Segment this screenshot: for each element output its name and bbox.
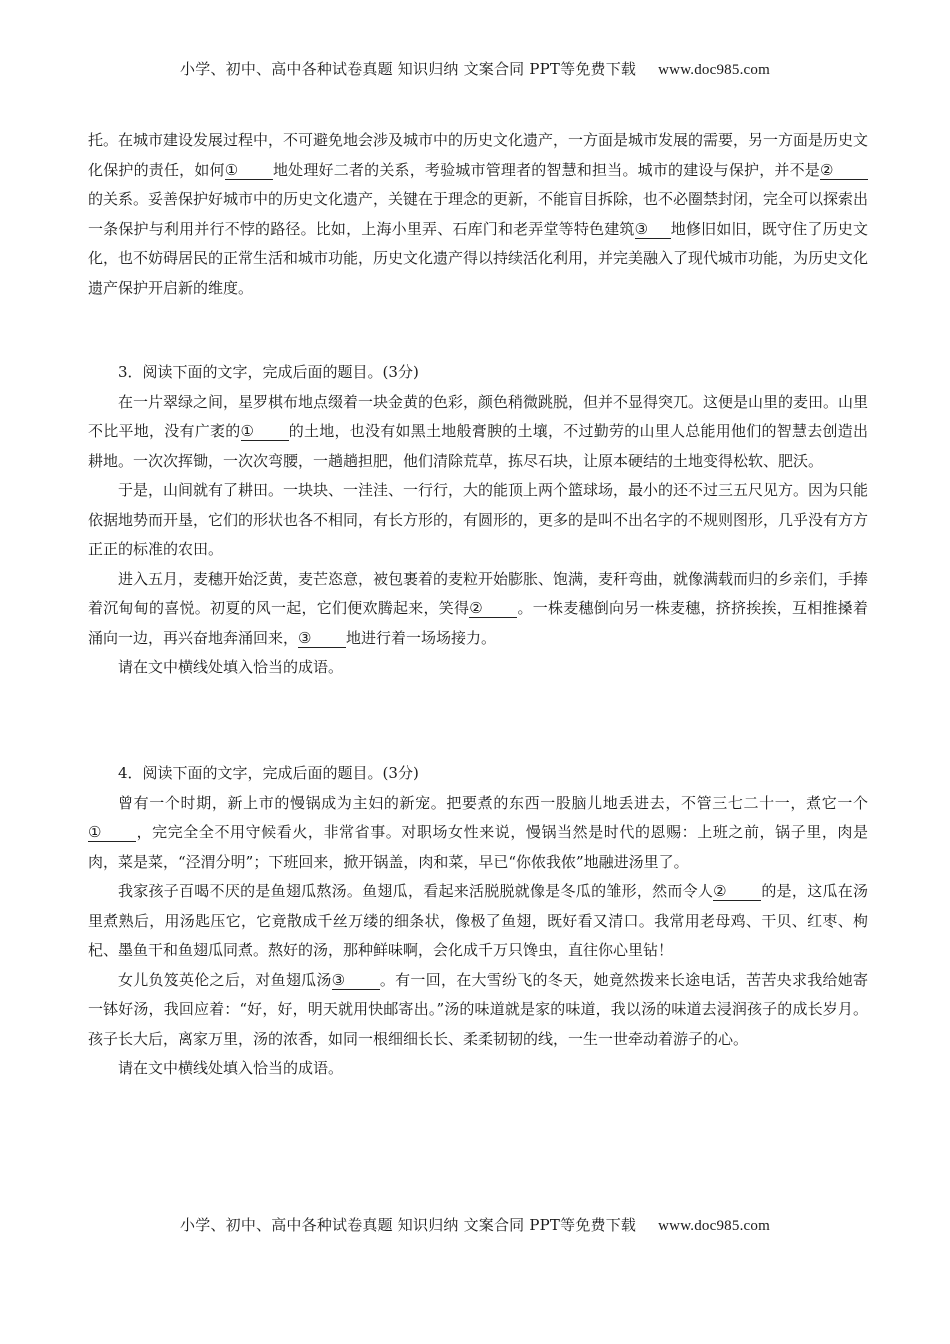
blank-1: ① (241, 422, 289, 441)
question-3 (88, 358, 868, 683)
question-4 (88, 759, 868, 1084)
question-3-instruction: 请在文中横线处填入恰当的成语。 (118, 658, 344, 676)
blank-2: ② (820, 161, 868, 180)
blank-1: ① (88, 823, 136, 842)
blank-2: ② (713, 882, 761, 901)
question-4-instruction: 请在文中横线处填入恰当的成语。 (118, 1059, 344, 1077)
footer-text: 小学、初中、高中各种试卷真题 知识归纳 文案合同 PPT等免费下载 (180, 1216, 637, 1234)
header-text: 小学、初中、高中各种试卷真题 知识归纳 文案合同 PPT等免费下载 (180, 60, 637, 78)
footer-url[interactable]: www.doc985.com (658, 1218, 770, 1234)
blank-3: ③ (332, 971, 380, 990)
page-header (0, 58, 950, 79)
blank-2: ② (469, 599, 517, 618)
passage-1-paragraph: 托。在城市建设发展过程中，不可避免地会涉及城市中的历史文化遗产，一方面是城市发展的需要，另一方面是历史文化保护的责任，如何① 地处理好二者的关系，考验城市管理者的智慧和担当。城市的建设与保护，并不是②的关系。妥善保护好城市中的历史文化遗产，关键在于理念的更新，不能盲目拆除，也不必圈禁封闭，完全可以探索出一条保护与利用并行不悖的路径。比如，上海小里弄、石库门和老弄堂等特色建筑③ 地修旧如旧，既守住了历史文化，也不妨碍居民的正常生活和城市功能，历史文化遗产得以持续活化利用，并完美融入了现代城市功能，为历史文化遗产保护开启新的维度。 (88, 131, 869, 297)
question-4-title: 4．阅读下面的文字，完成后面的题目。(3分) (118, 764, 419, 782)
question-4-paragraph-1: 曾有一个时期，新上市的慢锅成为主妇的新宠。把要煮的东西一股脑儿地丢进去，不管三七二十一，煮它一个① ，完完全全不用守候看火，非常省事。对职场女性来说，慢锅当然是时代的恩赐：上班之前，锅子里，肉是肉，菜是菜，“泾渭分明”；下班回来，掀开锅盖，肉和菜，早已“你侬我侬”地融进汤里了。 (88, 793, 868, 871)
blank-3: ③ (635, 220, 671, 239)
page-footer (0, 1214, 950, 1235)
question-3-paragraph-2: 于是，山间就有了耕田。一块块、一洼洼、一行行，大的能顶上两个篮球场，最小的还不过三五尺见方。因为只能依据地势而开垦，它们的形状也各不相同，有长方形的，有圆形的，更多的是叫不出名字的不规则图形，几乎没有方方正正的标准的农田。 (88, 481, 869, 558)
question-3-title: 3．阅读下面的文字，完成后面的题目。(3分) (118, 363, 419, 381)
question-3-paragraph-3: 进入五月，麦穗开始泛黄，麦芒恣意，被包裹着的麦粒开始膨胀、饱满，麦秆弯曲，就像满载而归的乡亲们，手捧着沉甸甸的喜悦。初夏的风一起，它们便欢腾起来，笑得② 。一株麦穗倒向另一株麦穗，挤挤挨挨，互相推搡着涌向一边，再兴奋地奔涌回来，③ 地进行着一场场接力。 (88, 569, 869, 647)
passage-1 (88, 126, 868, 303)
blank-1: ① (225, 161, 273, 180)
question-4-paragraph-2: 我家孩子百喝不厌的是鱼翅瓜熬汤。鱼翅瓜，看起来活脱脱就像是冬瓜的雏形，然而令人② 的是，这瓜在汤里煮熟后，用汤匙压它，它竟散成千丝万缕的细条状，像极了鱼翅，既好看又清口。我常用老母鸡、干贝、红枣、枸杞、墨鱼干和鱼翅瓜同煮。熬好的汤，那种鲜味啊，会化成千万只馋虫，直往你心里钻！ (88, 882, 868, 959)
question-4-paragraph-3: 女儿负笈英伦之后，对鱼翅瓜汤③ 。有一回，在大雪纷飞的冬天，她竟然拨来长途电话，苦苦央求我给她寄一钵好汤，我回应着：“好，好，明天就用快邮寄出。”汤的味道就是家的味道，我以汤的味道去浸润孩子的成长岁月。孩子长大后，离家万里，汤的浓香，如同一根细细长长、柔柔韧韧的线，一生一世牵动着游子的心。 (88, 970, 868, 1048)
question-3-paragraph-1: 在一片翠绿之间，星罗棋布地点缀着一块金黄的色彩，颜色稍微跳脱，但并不显得突兀。这便是山里的麦田。山里不比平地，没有广袤的① 的土地，也没有如黑土地般膏腴的土壤，不过勤劳的山里人总能用他们的智慧去创造出耕地。一次次挥锄，一次次弯腰，一趟趟担肥，他们清除荒草，拣尽石块，让原本硬结的土地变得松软、肥沃。 (88, 392, 869, 470)
blank-3: ③ (298, 629, 346, 648)
header-url[interactable]: www.doc985.com (658, 62, 770, 78)
